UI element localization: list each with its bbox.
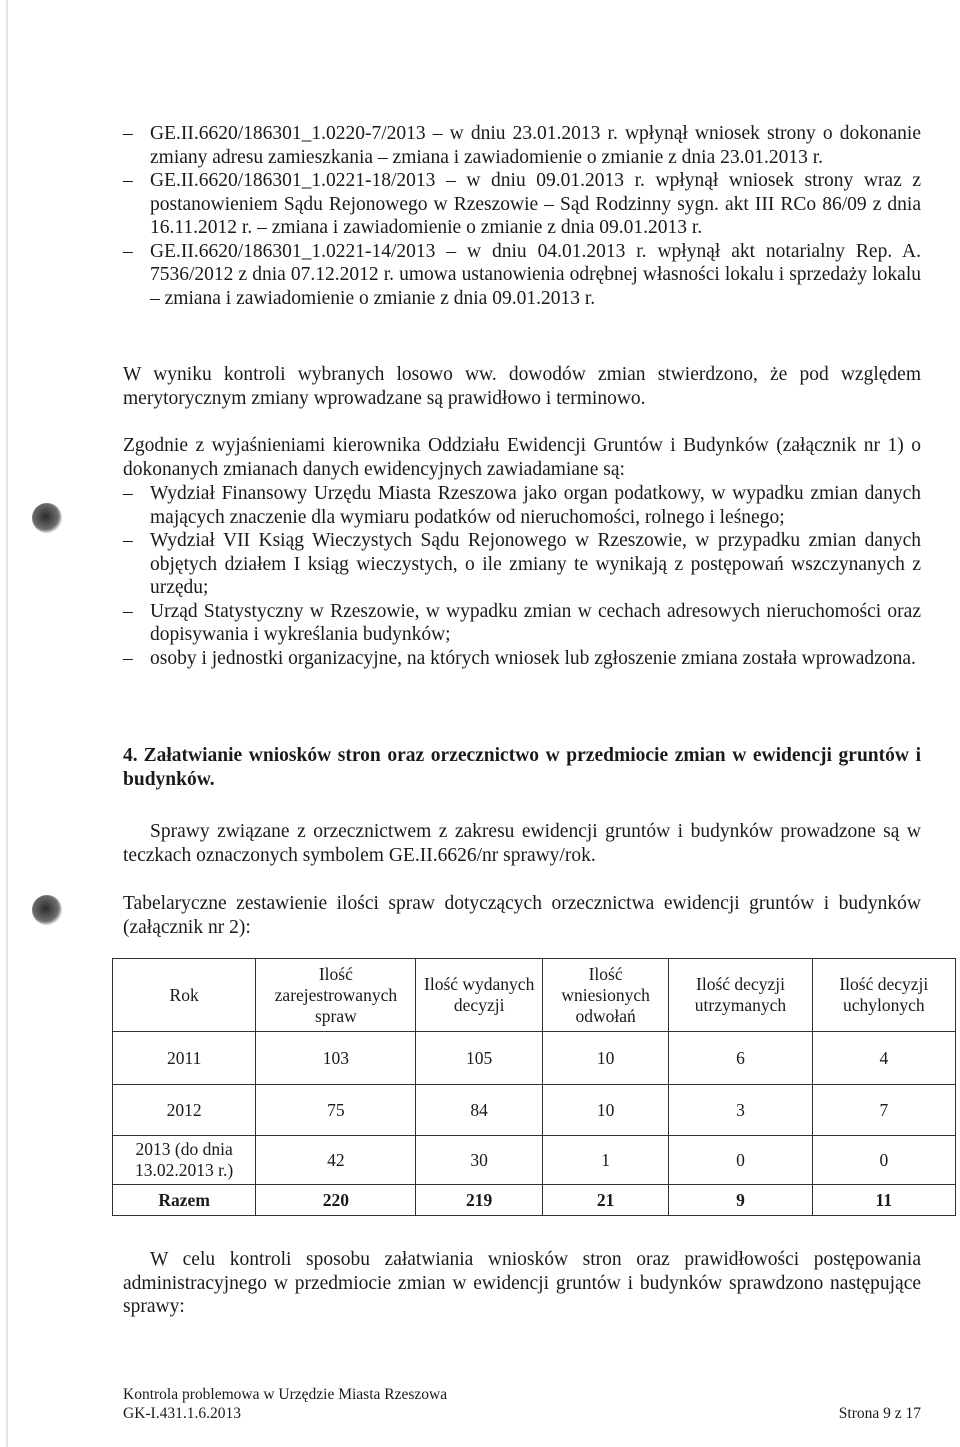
notified-entities [123, 482, 921, 670]
punch-hole [32, 503, 62, 533]
table-row [113, 1032, 956, 1085]
table-cell: 10 [542, 1085, 668, 1136]
table-cell: 9 [669, 1185, 812, 1216]
list-item: – Urząd Statystyczny w Rzeszowie, w wypadku zmian w cechach adresowych nieruchomości oraz dopisywania i wykreślania budynków; [123, 600, 921, 647]
table-total-row [113, 1185, 956, 1216]
table-cell: 2012 [113, 1085, 256, 1136]
table-intro-paragraph: Tabelaryczne zestawienie ilości spraw dotyczących orzecznictwa ewidencji gruntów i budynków (załącznik nr 2): [123, 893, 921, 938]
list-item: – Wydział Finansowy Urzędu Miasta Rzeszowa jako organ podatkowy, w wypadku zmian danych mających znaczenie dla wymiaru podatków od nieruchomości, rolnego i leśnego; [123, 482, 921, 529]
table-cell: 42 [256, 1136, 416, 1185]
table-cell: Razem [113, 1185, 256, 1216]
table-cell: 0 [812, 1136, 955, 1185]
table-cell: 6 [669, 1032, 812, 1085]
page-footer [123, 1385, 921, 1423]
section-number: 4. [123, 745, 138, 766]
column-header: Ilość decyzji utrzymanych [669, 959, 812, 1032]
list-item: – GE.II.6620/186301_1.0220-7/2013 – w dniu 23.01.2013 r. wpłynął wniosek strony o dokonanie zmiany adresu zamieszkania – zmiana i zawiadomienie o zmianie z dnia 23.01.2013 r. [123, 122, 921, 169]
column-header: Ilość wniesionych odwołań [542, 959, 668, 1032]
column-header: Ilość decyzji uchylonych [812, 959, 955, 1032]
change-entries-list [123, 122, 921, 310]
table-cell: 103 [256, 1032, 416, 1085]
table-cell: 2011 [113, 1032, 256, 1085]
column-header: Ilość zarejestrowanych spraw [256, 959, 416, 1032]
list-item: – GE.II.6620/186301_1.0221-18/2013 – w dniu 09.01.2013 r. wpłynął wniosek strony wraz z postanowieniem Sądu Rejonowego w Rzeszowie – Sąd Rodzinny sygn. akt III RCo 86/09 z dnia 16.11.2012 r. – zmiana i zawiadomienie o zmianie z dnia 09.01.2013 r. [123, 169, 921, 240]
list-item: – osoby i jednostki organizacyjne, na których wniosek lub zgłoszenie zmiana została wprowadzona. [123, 647, 921, 671]
column-header: Rok [113, 959, 256, 1032]
section-title: Załatwianie wniosków stron oraz orzecznictwo w przedmiocie zmian w ewidencji gruntów i budynków. [123, 745, 921, 790]
table-row [113, 1085, 956, 1136]
control-result-paragraph: W wyniku kontroli wybranych losowo ww. dowodów zmian stwierdzono, że pod względem merytorycznym zmiany wprowadzane są prawidłowo i terminowo. [123, 364, 921, 409]
notification-paragraph: Zgodnie z wyjaśnieniami kierownika Oddziału Ewidencji Gruntów i Budynków (załącznik nr 1) o dokonanych zmianach danych ewidencyjnych zawiadamiane są: [123, 435, 921, 480]
table-cell: 11 [812, 1185, 955, 1216]
section-heading [123, 744, 921, 791]
table-cell: 1 [542, 1136, 668, 1185]
footer-title: Kontrola problemowa w Urzędzie Miasta Rzeszowa [123, 1386, 448, 1403]
page-number: Strona 9 z 17 [838, 1405, 921, 1422]
table-cell: 3 [669, 1085, 812, 1136]
table-cell: 75 [256, 1085, 416, 1136]
table-cell: 10 [542, 1032, 668, 1085]
table-cell: 219 [416, 1185, 542, 1216]
table-cell: 84 [416, 1085, 542, 1136]
table-cell: 7 [812, 1085, 955, 1136]
notified-entities-list [123, 482, 921, 670]
footer-reference: GK-I.431.1.6.2013 [123, 1405, 241, 1422]
table-row [113, 1136, 956, 1185]
change-entries [123, 122, 921, 310]
table-cell: 30 [416, 1136, 542, 1185]
table-cell: 4 [812, 1032, 955, 1085]
case-files-paragraph: Sprawy związane z orzecznictwem z zakresu ewidencji gruntów i budynków prowadzone są w teczkach oznaczonych symbolem GE.II.6626/nr sprawy/rok. [123, 821, 921, 866]
list-item: – GE.II.6620/186301_1.0221-14/2013 – w dniu 04.01.2013 r. wpłynął akt notarialny Rep. A. 7536/2012 z dnia 07.12.2012 r. umowa ustanowienia odrębnej własności lokalu i sprzedaży lokalu – zmiana i zawiadomienie o zmianie z dnia 09.01.2013 r. [123, 240, 921, 311]
table-cell: 2013 (do dnia 13.02.2013 r.) [113, 1136, 256, 1185]
page-edge [6, 0, 8, 1447]
verification-paragraph: W celu kontroli sposobu załatwiania wniosków stron oraz prawidłowości postępowania administracyjnego w przedmiocie zmian w ewidencji gruntów i budynków sprawdzono następujące sprawy: [123, 1249, 921, 1317]
column-header: Ilość wydanych decyzji [416, 959, 542, 1032]
list-item: – Wydział VII Ksiąg Wieczystych Sądu Rejonowego w Rzeszowie, w przypadku zmian danych objętych działem I ksiąg wieczystych, o ile zmiany te wynikają z postępowań wszczynanych z urzędu; [123, 529, 921, 600]
punch-hole [32, 895, 62, 925]
table-cell: 105 [416, 1032, 542, 1085]
table-cell: 0 [669, 1136, 812, 1185]
case-statistics-table [112, 958, 956, 1216]
table-header-row [113, 959, 956, 1032]
table-cell: 21 [542, 1185, 668, 1216]
table-cell: 220 [256, 1185, 416, 1216]
